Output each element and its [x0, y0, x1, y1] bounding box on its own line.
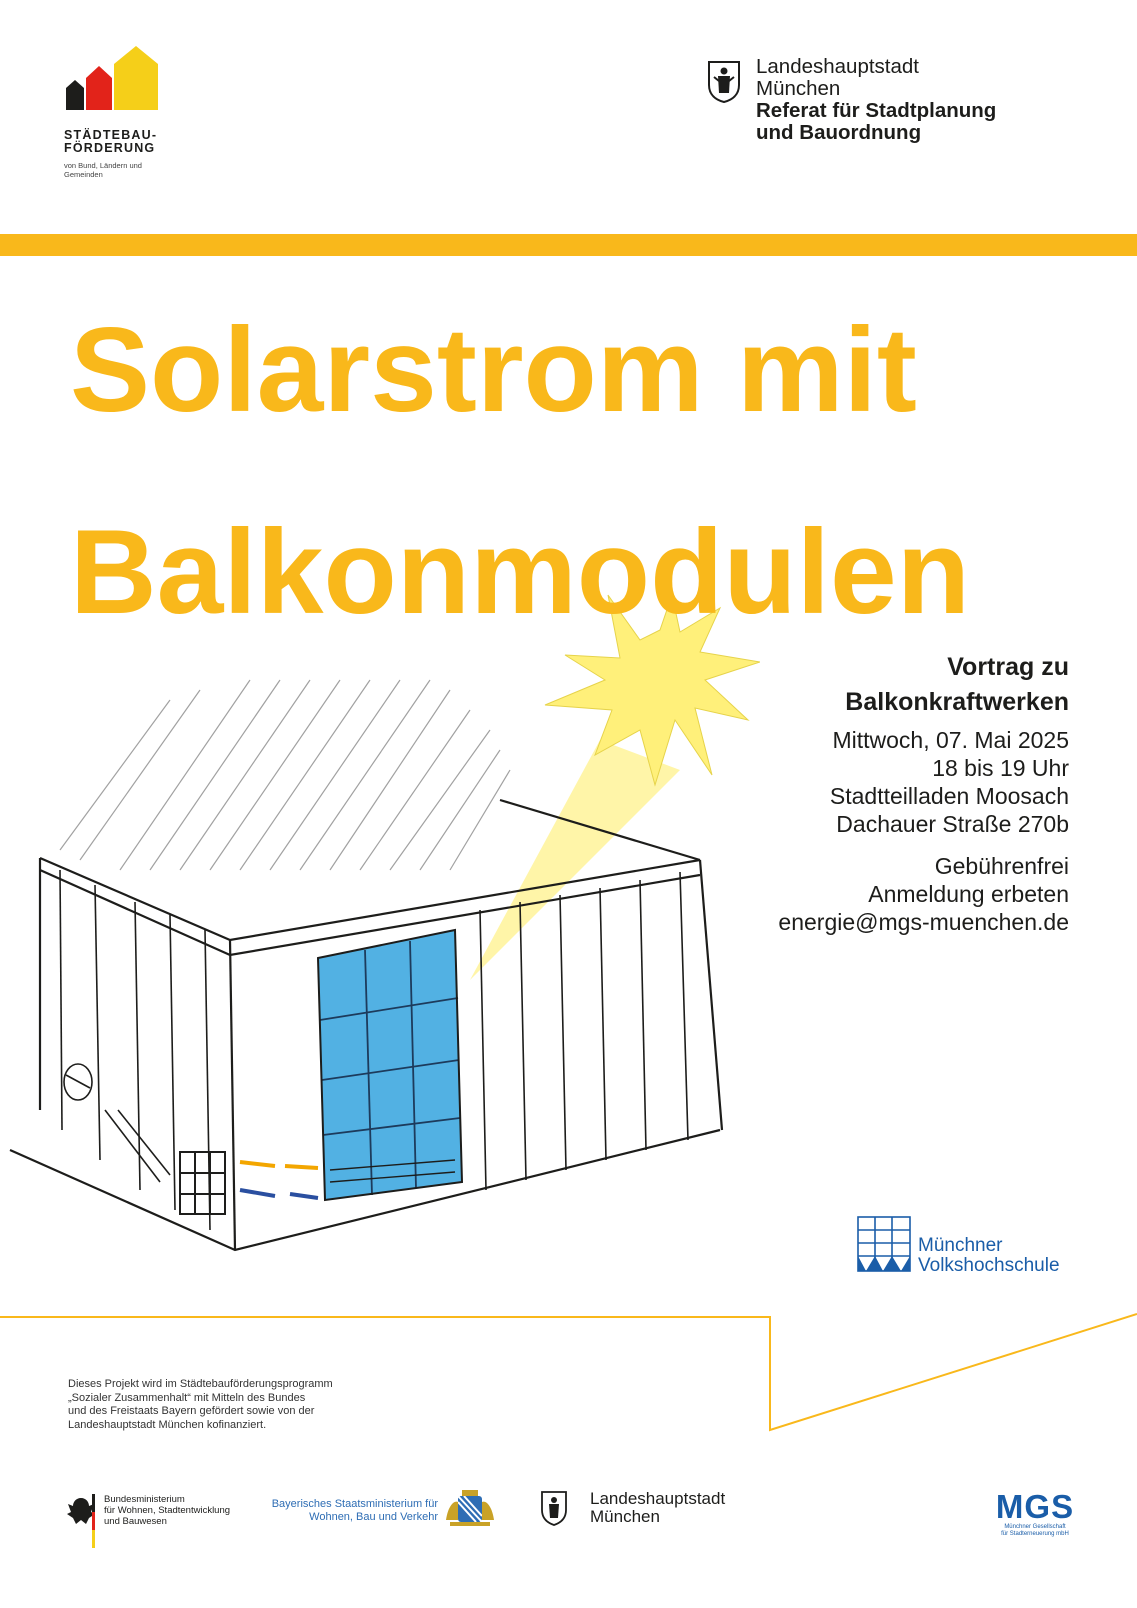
lhm-footer-text [590, 1490, 725, 1526]
event-date: Mittwoch, 07. Mai 2025 [832, 727, 1069, 753]
staedtebau-title-2: FÖRDERUNG [64, 141, 156, 155]
muenchner-kindl-icon [706, 59, 742, 104]
mgs-sub [990, 1524, 1080, 1538]
event-info [629, 650, 1069, 936]
balcony-bars-left [60, 870, 210, 1230]
staedtebau-sub-2: Gemeinden [64, 170, 103, 179]
lhm-line-1: Landeshauptstadt [756, 55, 919, 78]
solar-panel [318, 930, 462, 1200]
bayern-line-2: Wohnen, Bau und Verkehr [309, 1511, 438, 1523]
bayern-crest-icon [444, 1490, 496, 1528]
bmwsb-line-2: für Wohnen, Stadtentwicklung [104, 1505, 231, 1516]
funding-line-3: und des Freistaats Bayern gefördert sowie von der [68, 1405, 315, 1417]
funding-line-1: Dieses Projekt wird im Städtebauförderungsprogramm [68, 1378, 333, 1390]
event-title-1: Vortrag zu [947, 653, 1069, 681]
lhm-footer-line-2: München [590, 1507, 660, 1526]
event-time: 18 bis 19 Uhr [932, 755, 1069, 781]
bmwsb-line-1: Bundesministerium [104, 1494, 185, 1505]
window-grid [180, 1152, 225, 1214]
bmwsb-text [104, 1494, 230, 1527]
funding-line-2: „Sozialer Zusammenhalt“ mit Mitteln des Bundes [68, 1391, 306, 1404]
event-fee: Gebührenfrei [934, 853, 1069, 879]
muenchner-kindl-footer-icon [540, 1490, 568, 1526]
vhs-text [918, 1236, 1060, 1276]
bmwsb-line-3: und Bauwesen [104, 1516, 167, 1527]
staedtebau-title-1: STÄDTEBAU- [64, 128, 158, 142]
lhm-line-4: und Bauordnung [756, 121, 922, 144]
lhm-footer-line-1: Landeshauptstadt [590, 1489, 726, 1508]
event-address: Dachauer Straße 270b [836, 811, 1069, 837]
vhs-line-2: Volkshochschule [918, 1255, 1060, 1276]
bayern-ministry-text [250, 1498, 438, 1524]
lhm-line-2: München [756, 77, 841, 100]
lhm-header-text [756, 56, 1137, 144]
top-yellow-band [0, 234, 1137, 256]
event-venue: Stadtteilladen Moosach [829, 783, 1069, 809]
vhs-line-1: Münchner [918, 1235, 1003, 1256]
roof-hatching [60, 680, 510, 870]
staedtebau-sub-1: von Bund, Ländern und [64, 161, 142, 170]
event-email: energie@mgs-muenchen.de [778, 909, 1069, 935]
lhm-line-3: Referat für Stadtplanung [756, 99, 997, 122]
mgs-sub-line-1: Münchner Gesellschaft [1004, 1524, 1066, 1530]
balcony-fan-sketch [64, 1064, 170, 1182]
event-registration: Anmeldung erbeten [868, 881, 1069, 907]
mgs-mark: MGS [995, 1488, 1075, 1525]
houses-logo-icon [64, 44, 174, 112]
bundesadler-icon [66, 1494, 96, 1550]
vhs-grid-icon [858, 1217, 910, 1271]
bayern-line-1: Bayerisches Staatsministerium für [271, 1498, 438, 1510]
headline-line-1: Solarstrom mit [70, 303, 917, 437]
mgs-logo [990, 1490, 1080, 1538]
staedtebaufoerderung-logo [64, 44, 184, 179]
funding-note [68, 1378, 398, 1432]
funding-line-4: Landeshauptstadt München kofinanziert. [68, 1418, 267, 1431]
event-title-2: Balkonkraftwerken [845, 688, 1069, 716]
balcony-rails-colored [240, 1162, 318, 1198]
headline-line-2: Balkonmodulen [70, 505, 971, 639]
mgs-sub-line-2: für Stadterneuerung mbH [1001, 1531, 1069, 1537]
